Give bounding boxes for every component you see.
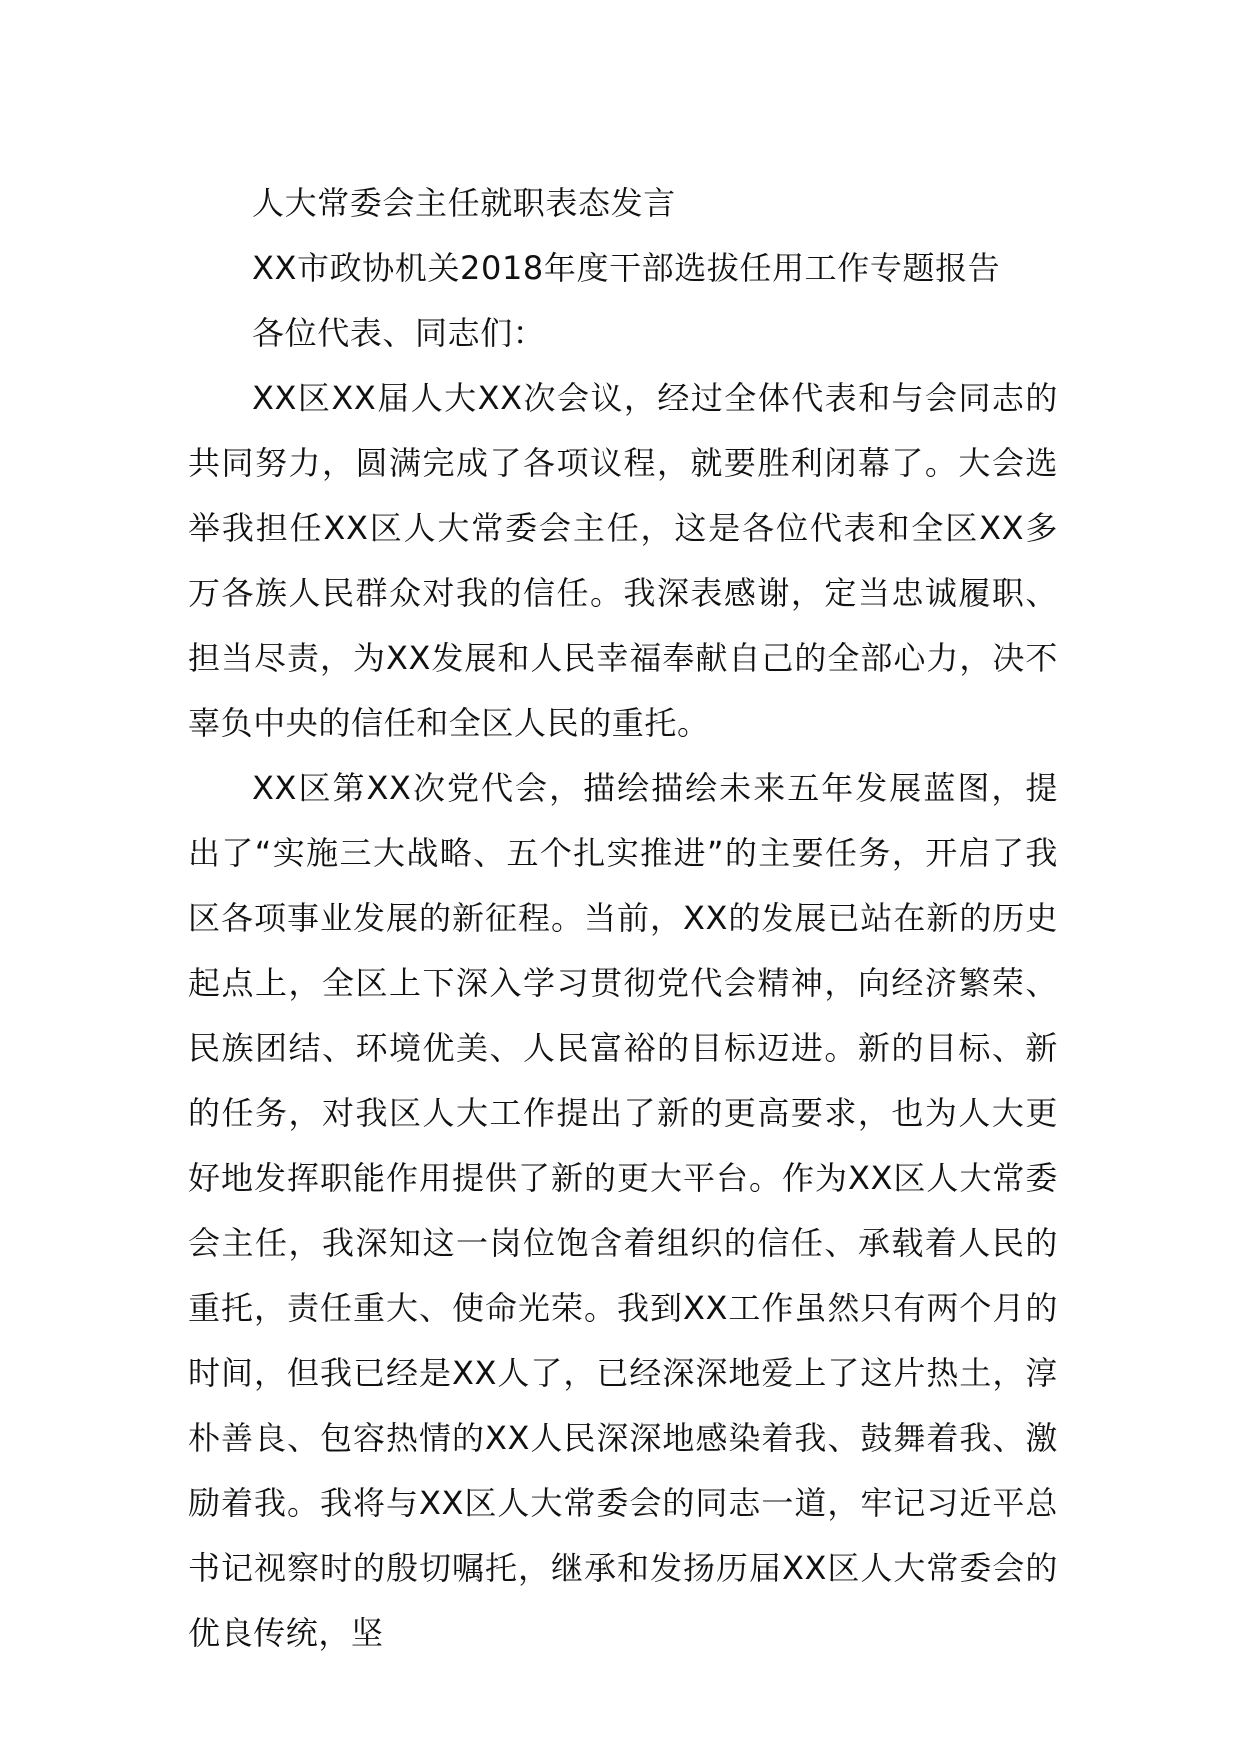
document-body [188,171,1058,1666]
salutation: 各位代表、同志们： [252,314,546,352]
body-paragraph-1: XX区XX届人大XX次会议，经过全体代表和与会同志的共同努力，圆满完成了各项议程，就要胜利闭幕了。大会选举我担任XX区人大常委会主任，这是各位代表和全区XX多万各族人民群众对我的信任。我深表感谢，定当忠诚履职、担当尽责，为XX发展和人民幸福奉献自己的全部心力，决不辜负中央的信任和全区人民的重托。 [188,379,1058,742]
body-paragraph-2: XX区第XX次党代会，描绘描绘未来五年发展蓝图，提出了“实施三大战略、五个扎实推进”的主要任务，开启了我区各项事业发展的新征程。当前，XX的发展已站在新的历史起点上，全区上下深入学习贯彻党代会精神，向经济繁荣、民族团结、环境优美、人民富裕的目标迈进。新的目标、新的任务，对我区人大工作提出了新的更高要求，也为人大更好地发挥职能作用提供了新的更大平台。作为XX区人大常委会主任，我深知这一岗位饱含着组织的信任、承载着人民的重托，责任重大、使命光荣。我到XX工作虽然只有两个月的时间，但我已经是XX人了，已经深深地爱上了这片热土，淳朴善良、包容热情的XX人民深深地感染着我、鼓舞着我、激励着我。我将与XX区人大常委会的同志一道，牢记习近平总书记视察时的殷切嘱托，继承和发扬历届XX区人大常委会的优良传统，坚 [188,769,1058,1652]
document-title: 人大常委会主任就职表态发言 [252,184,676,222]
document-subtitle: XX市政协机关2018年度干部选拔任用工作专题报告 [252,249,1001,287]
